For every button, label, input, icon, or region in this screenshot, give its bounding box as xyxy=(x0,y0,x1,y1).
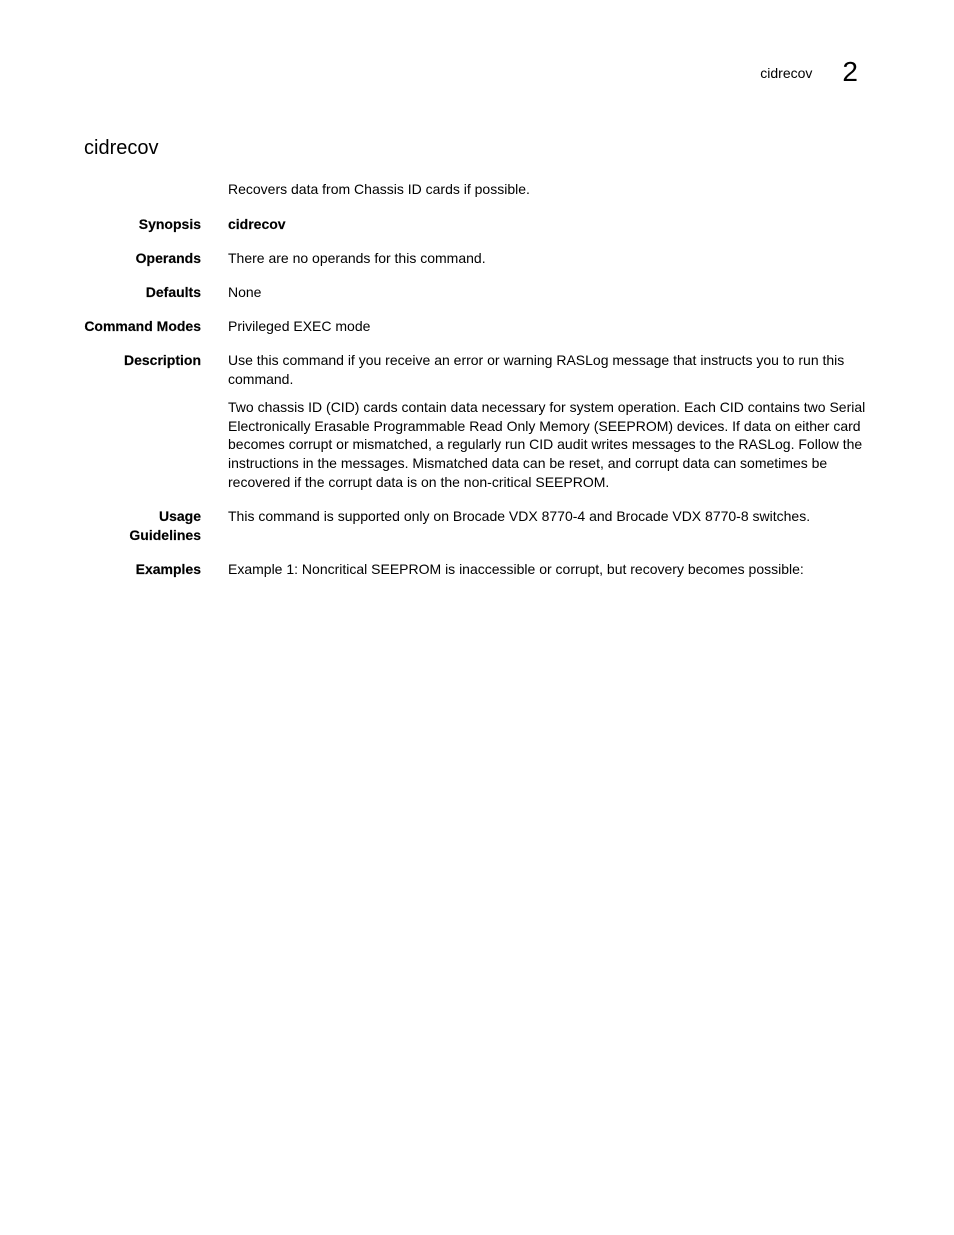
command-modes-row xyxy=(84,317,874,336)
operands-row xyxy=(84,249,874,268)
description-body xyxy=(228,351,874,491)
examples-label: Examples xyxy=(135,560,201,577)
synopsis-text: cidrecov xyxy=(228,215,286,232)
defaults-row xyxy=(84,283,874,302)
running-header xyxy=(760,58,858,86)
description-row xyxy=(84,351,874,491)
examples-text: Example 1: Noncritical SEEPROM is inaccessible or corrupt, but recovery becomes possible: xyxy=(228,560,804,577)
examples-row xyxy=(84,560,874,579)
chapter-number: 2 xyxy=(842,56,858,87)
intro-text: Recovers data from Chassis ID cards if possible. xyxy=(228,181,530,197)
defaults-text: None xyxy=(228,283,262,300)
synopsis-label: Synopsis xyxy=(138,215,201,232)
usage-guidelines-row xyxy=(84,507,874,544)
intro-row xyxy=(84,180,874,199)
description-paragraph: Two chassis ID (CID) cards contain data necessary for system operation. Each CID contains two Serial Electronically Erasable Programmable Read Only Memory (SEEPROM) devices. If data on either card becomes corrupt or mismatched, a regularly run CID audit writes messages to the RASLog. Follow the instructions in the messages. Mismatched data can be reset, and corrupt data can sometimes be recovered if the corrupt data is on the non-critical SEEPROM. xyxy=(228,399,866,490)
defaults-label: Defaults xyxy=(145,283,201,300)
command-modes-text: Privileged EXEC mode xyxy=(228,318,371,335)
command-title: cidrecov xyxy=(84,137,159,159)
description-label: Description xyxy=(123,352,201,369)
command-modes-label: Command Modes xyxy=(84,318,201,335)
operands-label: Operands xyxy=(135,249,201,266)
synopsis-row xyxy=(84,215,874,234)
command-reference-body xyxy=(84,180,874,578)
usage-guidelines-label: Usage Guidelines xyxy=(129,508,201,543)
running-header-title: cidrecov xyxy=(760,65,813,81)
usage-guidelines-text: This command is supported only on Brocade VDX 8770-4 and Brocade VDX 8770-8 switches. xyxy=(228,508,811,525)
description-paragraph: Use this command if you receive an error or warning RASLog message that instructs you to run this command. xyxy=(228,352,845,388)
operands-text: There are no operands for this command. xyxy=(228,249,486,266)
